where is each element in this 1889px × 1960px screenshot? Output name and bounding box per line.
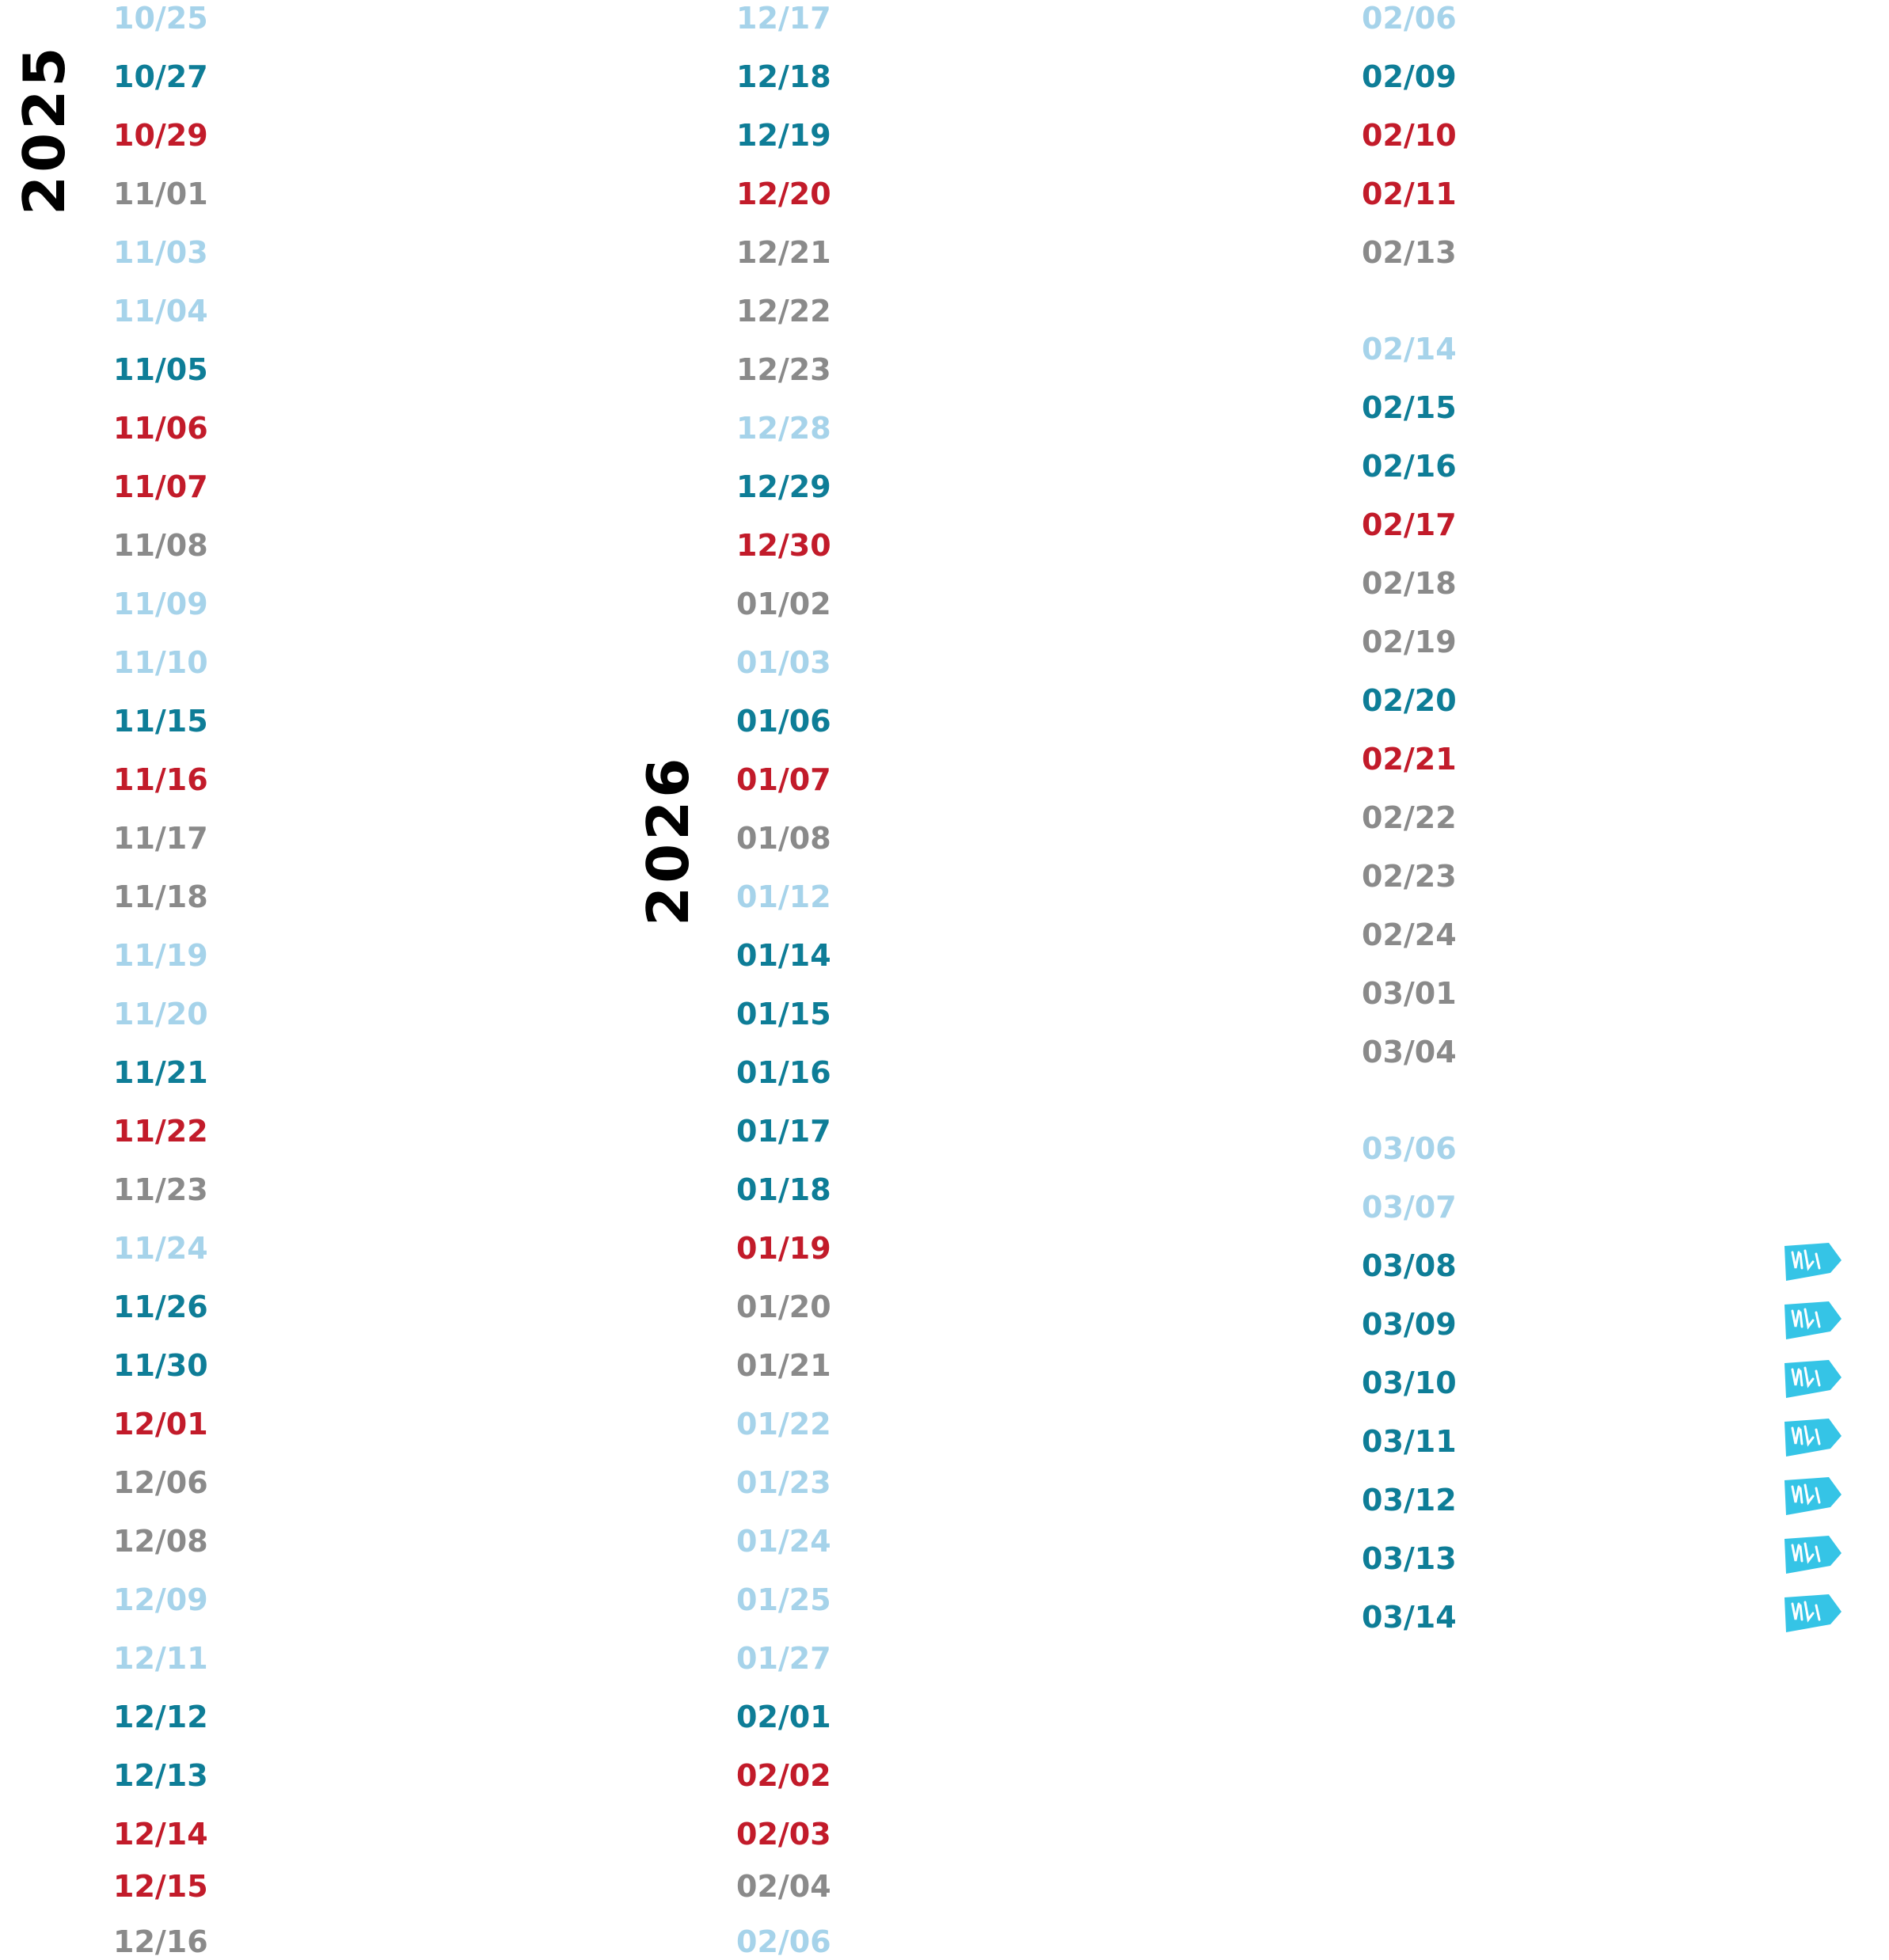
date-item: 11/04 xyxy=(113,294,208,329)
date-item: 02/06 xyxy=(736,1924,831,1959)
date-item: 11/16 xyxy=(113,762,208,797)
date-item: 11/01 xyxy=(113,177,208,211)
date-item: 12/17 xyxy=(736,1,831,36)
date-item: 01/15 xyxy=(736,997,831,1031)
date-item: 11/07 xyxy=(113,469,208,504)
date-item: 11/18 xyxy=(113,879,208,914)
date-item: 12/28 xyxy=(736,411,831,446)
date-item: 12/30 xyxy=(736,528,831,563)
date-item: 02/13 xyxy=(1362,235,1457,270)
date-item: 02/11 xyxy=(1362,177,1457,211)
date-item: 03/11 xyxy=(1362,1424,1457,1459)
date-item: 02/09 xyxy=(1362,59,1457,94)
flag-icon xyxy=(1781,1474,1845,1518)
flag-icon xyxy=(1781,1357,1845,1401)
date-item: 02/16 xyxy=(1362,449,1457,484)
date-item: 10/25 xyxy=(113,1,208,36)
date-item: 03/07 xyxy=(1362,1190,1457,1225)
date-item: 03/09 xyxy=(1362,1307,1457,1342)
date-item: 11/21 xyxy=(113,1055,208,1090)
date-item: 01/21 xyxy=(736,1348,831,1383)
date-item: 12/29 xyxy=(736,469,831,504)
flag-icon xyxy=(1781,1591,1845,1635)
date-item: 11/19 xyxy=(113,938,208,973)
date-item: 01/08 xyxy=(736,821,831,856)
date-item: 12/13 xyxy=(113,1758,208,1793)
date-item: 01/17 xyxy=(736,1114,831,1149)
date-item: 01/24 xyxy=(736,1524,831,1559)
date-item: 01/16 xyxy=(736,1055,831,1090)
date-item: 01/12 xyxy=(736,879,831,914)
date-item: 01/22 xyxy=(736,1407,831,1442)
date-item: 12/20 xyxy=(736,177,831,211)
date-item: 12/14 xyxy=(113,1817,208,1852)
year-label-2025: 2025 xyxy=(11,44,78,215)
date-item: 01/03 xyxy=(736,645,831,680)
date-item: 01/27 xyxy=(736,1641,831,1676)
date-item: 02/20 xyxy=(1362,683,1457,718)
date-item: 03/04 xyxy=(1362,1035,1457,1069)
date-item: 12/09 xyxy=(113,1582,208,1617)
date-item: 11/08 xyxy=(113,528,208,563)
date-item: 02/17 xyxy=(1362,507,1457,542)
date-item: 02/02 xyxy=(736,1758,831,1793)
date-item: 11/24 xyxy=(113,1231,208,1266)
date-item: 12/18 xyxy=(736,59,831,94)
date-item: 12/01 xyxy=(113,1407,208,1442)
date-item: 01/19 xyxy=(736,1231,831,1266)
date-item: 11/26 xyxy=(113,1290,208,1324)
flag-icon xyxy=(1781,1240,1845,1284)
date-item: 01/20 xyxy=(736,1290,831,1324)
date-item: 02/06 xyxy=(1362,1,1457,36)
date-item: 01/14 xyxy=(736,938,831,973)
date-item: 02/24 xyxy=(1362,917,1457,952)
date-item: 02/01 xyxy=(736,1700,831,1734)
date-item: 11/20 xyxy=(113,997,208,1031)
date-item: 12/08 xyxy=(113,1524,208,1559)
date-item: 12/23 xyxy=(736,352,831,387)
date-item: 11/30 xyxy=(113,1348,208,1383)
date-item: 11/06 xyxy=(113,411,208,446)
date-item: 11/10 xyxy=(113,645,208,680)
date-item: 02/23 xyxy=(1362,859,1457,894)
date-item: 01/07 xyxy=(736,762,831,797)
date-item: 01/25 xyxy=(736,1582,831,1617)
year-label-2026: 2026 xyxy=(635,754,701,926)
date-item: 01/06 xyxy=(736,704,831,739)
date-item: 02/04 xyxy=(736,1869,831,1904)
date-item: 02/19 xyxy=(1362,625,1457,659)
date-item: 10/27 xyxy=(113,59,208,94)
date-item: 02/18 xyxy=(1362,566,1457,601)
flag-icon xyxy=(1781,1415,1845,1460)
date-item: 01/02 xyxy=(736,587,831,621)
date-item: 12/22 xyxy=(736,294,831,329)
date-item: 12/11 xyxy=(113,1641,208,1676)
flag-icon xyxy=(1781,1298,1845,1343)
date-item: 02/15 xyxy=(1362,390,1457,425)
date-item: 12/15 xyxy=(113,1869,208,1904)
date-item: 10/29 xyxy=(113,118,208,153)
date-item: 11/05 xyxy=(113,352,208,387)
date-item: 11/09 xyxy=(113,587,208,621)
flag-icon xyxy=(1781,1533,1845,1577)
date-item: 03/10 xyxy=(1362,1366,1457,1400)
date-item: 02/10 xyxy=(1362,118,1457,153)
date-item: 02/03 xyxy=(736,1817,831,1852)
date-item: 03/12 xyxy=(1362,1483,1457,1517)
date-item: 12/12 xyxy=(113,1700,208,1734)
date-item: 11/23 xyxy=(113,1172,208,1207)
date-item: 12/19 xyxy=(736,118,831,153)
date-item: 11/03 xyxy=(113,235,208,270)
date-item: 03/01 xyxy=(1362,976,1457,1011)
date-item: 02/14 xyxy=(1362,332,1457,367)
date-item: 01/23 xyxy=(736,1465,831,1500)
date-item: 12/16 xyxy=(113,1924,208,1959)
date-item: 03/08 xyxy=(1362,1248,1457,1283)
date-item: 02/21 xyxy=(1362,742,1457,777)
date-item: 12/06 xyxy=(113,1465,208,1500)
date-item: 01/18 xyxy=(736,1172,831,1207)
date-item: 03/13 xyxy=(1362,1541,1457,1576)
date-item: 11/22 xyxy=(113,1114,208,1149)
date-item: 02/22 xyxy=(1362,800,1457,835)
date-item: 12/21 xyxy=(736,235,831,270)
date-item: 03/06 xyxy=(1362,1131,1457,1166)
date-item: 11/15 xyxy=(113,704,208,739)
date-item: 11/17 xyxy=(113,821,208,856)
date-item: 03/14 xyxy=(1362,1600,1457,1635)
